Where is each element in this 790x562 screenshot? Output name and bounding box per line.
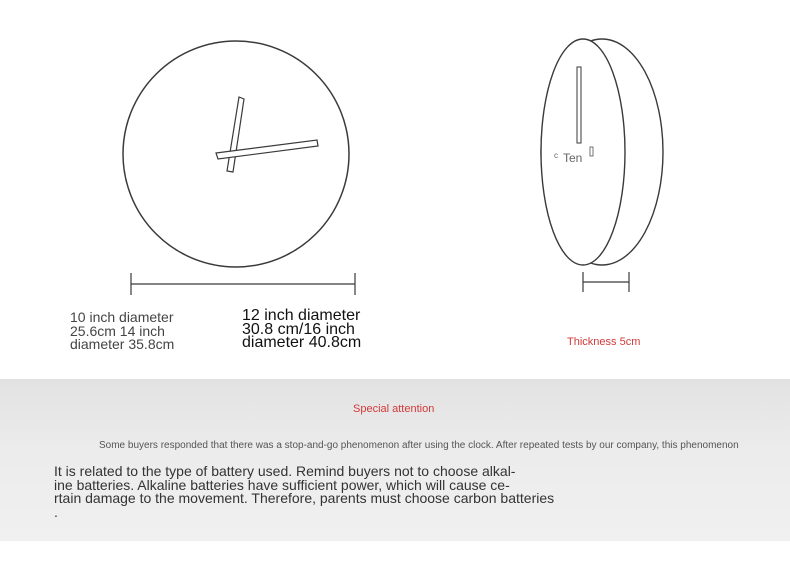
thickness-label: Thickness 5cm: [567, 336, 641, 348]
diameter-dimension-line: [131, 273, 355, 295]
size-option-large: 12 inch diameter 30.8 cm/16 inch diameter 40.8cm: [242, 307, 362, 351]
special-attention-summary: Some buyers responded that there was a stop-and-go phenomenon after using the clock. After repeated tests by our company, this phenomenon: [99, 440, 739, 451]
special-attention-body: It is related to the type of battery used. Remind buyers not to choose alkal- ine batteries. Alkaline batteries have sufficient power, which will cause ce- rtain damage to the movement. Therefore, parents must choose carbon batteries .: [54, 463, 555, 520]
clock-hour-hand: [227, 97, 244, 172]
clock-side-knob: [590, 147, 593, 156]
clock-side-mark: c: [554, 151, 558, 160]
special-attention-panel: [0, 379, 790, 541]
special-attention-title: Special attention: [353, 403, 435, 415]
clock-side-hand: [577, 67, 581, 143]
size-option-small: 10 inch diameter 25.6cm 14 inch diameter 35.8cm: [70, 309, 175, 352]
thickness-dimension-line: [583, 272, 629, 292]
clock-side-brand-text: Ten: [563, 151, 583, 165]
